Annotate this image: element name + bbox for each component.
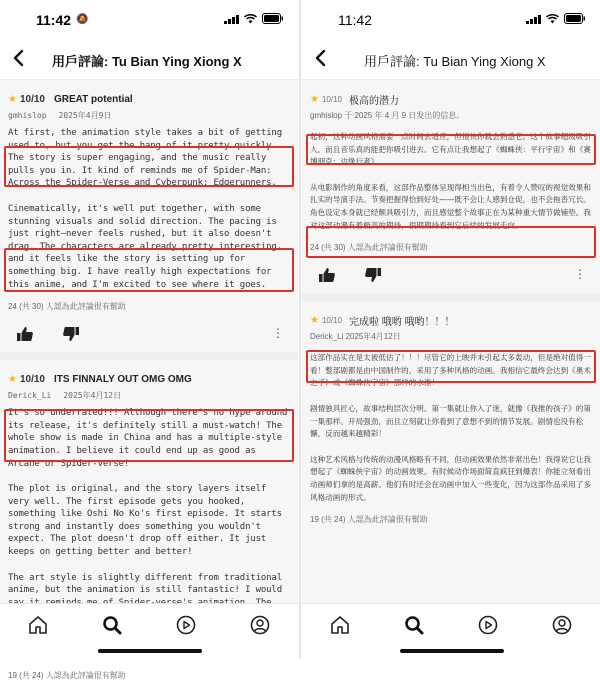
app-header bbox=[0, 38, 298, 80]
review-paragraph: The plot is original, and the story layers itself very well. The first episode gets you hooked, something like Oshi No Ko's first episode. It starts strong and instantly does something you wouldn't expect. The plot doesn't drop off either. It just keeps on getting better and better! bbox=[8, 484, 282, 558]
review-card bbox=[8, 90, 290, 360]
helpful-count: 24 (共 30) 人認為此評論很有幫助 bbox=[310, 243, 428, 253]
search-icon[interactable] bbox=[101, 614, 123, 636]
status-time: 11:42 bbox=[36, 12, 72, 28]
back-arrow-icon[interactable] bbox=[312, 47, 330, 69]
bottom-tab-bar bbox=[0, 603, 298, 659]
review-paragraph: 起初，这种动画风格需要一点时间去适应，但很快你就会熟悉它。这个故事超级吸引人，而且音乐真的能把你吸引进去。它有点让我想起了《蜘蛛侠：平行宇宙》和《赛博朋克：边缘行者》。 bbox=[310, 132, 591, 167]
review-user[interactable]: gmhislop bbox=[8, 111, 47, 120]
page-title: 用戶評論: Tu Bian Ying Xiong X bbox=[364, 54, 546, 69]
signal-icon bbox=[526, 14, 541, 24]
home-indicator bbox=[98, 649, 202, 653]
app-header bbox=[302, 38, 600, 80]
home-icon[interactable] bbox=[27, 614, 49, 636]
review-title: 极高的潜力 bbox=[349, 95, 399, 107]
home-icon[interactable] bbox=[329, 614, 351, 636]
review-byline: Derick_Li 2025年4月12日 bbox=[310, 332, 401, 342]
review-actions bbox=[8, 326, 290, 342]
profile-icon[interactable] bbox=[551, 614, 573, 636]
divider bbox=[0, 352, 298, 360]
profile-icon[interactable] bbox=[249, 614, 271, 636]
wifi-icon bbox=[546, 14, 559, 24]
review-card bbox=[310, 311, 592, 525]
review-title: GREAT potential bbox=[54, 93, 133, 105]
search-icon[interactable] bbox=[403, 614, 425, 636]
battery-icon bbox=[262, 13, 284, 24]
home-indicator bbox=[400, 649, 504, 653]
page-title: 用戶評論: Tu Bian Ying Xiong X bbox=[52, 54, 242, 69]
helpful-count: 19 (共 24) 人認為此評論很有幫助 bbox=[310, 515, 428, 525]
wifi-icon bbox=[244, 14, 257, 24]
review-header bbox=[8, 90, 290, 108]
star-icon: ★ bbox=[310, 93, 319, 105]
review-header bbox=[310, 90, 592, 108]
battery-icon bbox=[564, 13, 586, 24]
phone-screen-chinese bbox=[302, 0, 600, 659]
review-date: 2025年4月12日 bbox=[63, 391, 122, 401]
review-rating: 10/10 bbox=[19, 373, 45, 385]
review-paragraph: 这种艺术风格与传统的动漫风格略有不同，但动画效果依然非常出色！我得说它让我想起了《蜘蛛侠宇宙》的动画效果。有时候动作场面简直疯狂到爆表！你能立刻看出动画师们拿的是高薪。他们有时还会在动画中加入一些变化，因为这部作品采用了多风格动画的形式。 bbox=[310, 454, 591, 502]
review-actions bbox=[310, 267, 592, 283]
review-header bbox=[310, 311, 592, 329]
star-icon: ★ bbox=[8, 373, 17, 385]
review-rating: 10/10 bbox=[19, 93, 45, 105]
back-arrow-icon[interactable] bbox=[10, 47, 28, 69]
star-icon: ★ bbox=[310, 314, 319, 326]
review-user[interactable]: Derick_Li bbox=[8, 391, 52, 401]
review-header bbox=[8, 370, 290, 388]
review-byline bbox=[8, 110, 290, 121]
review-paragraph: 从电影制作的角度来看，这部作品整体呈现得相当出色，有着令人赞叹的视觉效果和扎实的导演手法。节奏把握得恰到好处——既不会让人感到仓促，也不会拖沓冗长。角色设定本身就已经颇具吸引力，而且感觉整个故事正在为某种重大情节做铺垫。我对这部动漫有着极高的期待，很期期待看到它后续的发展走向。 bbox=[310, 182, 591, 230]
status-bar bbox=[0, 0, 298, 38]
thumbs-up-icon[interactable] bbox=[318, 267, 336, 283]
signal-icon bbox=[224, 14, 239, 24]
phone-screen-english bbox=[0, 0, 298, 680]
status-icons bbox=[526, 13, 586, 24]
review-paragraph: At first, the animation style takes a bit of getting used to, but you get the hang of it pretty quickly. The story is super engaging, and the music really pulls you in. It kind of reminds me of Spider-Man: Across the Spider-Verse and Cyberpunk: Edgerunners. bbox=[8, 128, 282, 189]
review-date: 2025年4月9日 bbox=[58, 111, 112, 120]
thumbs-down-icon[interactable] bbox=[364, 267, 382, 283]
play-icon[interactable] bbox=[175, 614, 197, 636]
review-byline: gmhislop 于 2025 年 4 月 9 日发出的信息。 bbox=[310, 111, 465, 120]
more-options-icon[interactable]: ⋮ bbox=[574, 267, 586, 282]
review-card bbox=[310, 90, 592, 301]
divider bbox=[302, 293, 600, 301]
status-icons bbox=[224, 13, 284, 24]
thumbs-up-icon[interactable] bbox=[16, 326, 34, 342]
mute-icon: 🔕 bbox=[76, 14, 89, 25]
review-paragraph: 这部作品实在是太被低估了！！！尽管它的上映并未引起太多轰动，但是绝对值得一看！整部剧都是由中国制作的，采用了多种风格的动画。我相信它最终会达到《奥术之子》或《蜘蛛侠宇宙》那样的水准！ bbox=[310, 353, 591, 388]
review-paragraph: Cinematically, it's well put together, with some stunning visuals and solid direction. The pacing is just right—never feels rushed, but it also doesn't drag. The characters are already pretty interesting, and it feels like the story is setting up for something big. I have really high expectations for this anime, and I'm excited to see where it goes. bbox=[8, 203, 282, 290]
thumbs-down-icon[interactable] bbox=[62, 326, 80, 342]
play-icon[interactable] bbox=[477, 614, 499, 636]
review-paragraph: It's so underrated!!! Although there's no hype around its release, it's definitely still a must-watch! The whole show is made in China and has a multiple-style animation. I believe it could end up as good as Arcane or Spider-verse! bbox=[8, 408, 288, 469]
divider bbox=[299, 0, 301, 659]
review-byline bbox=[8, 390, 290, 401]
review-rating: 10/10 bbox=[321, 315, 342, 325]
status-time: 11:42 bbox=[338, 12, 372, 28]
review-paragraph: The art style is slightly different from traditional anime, but the animation is still fantastic! I would bbox=[8, 572, 282, 596]
more-options-icon[interactable]: ⋮ bbox=[272, 326, 284, 341]
review-paragraph: 剧情独具匠心，故事结构层次分明。第一集就让你入了迷，就像《我推的孩子》的第一集那样。开局强劲，而且立刻就让你看到了意想不到的情节发展。剧情也没有松懈，反而越来越精彩！ bbox=[310, 403, 591, 439]
star-icon: ★ bbox=[8, 93, 17, 105]
helpful-count: 24 (共 30) 人認為此評論很有幫助 bbox=[8, 302, 126, 312]
review-rating: 10/10 bbox=[321, 94, 342, 104]
bottom-tab-bar bbox=[302, 603, 600, 659]
helpful-count: 19 (共 24) 人認為此評論很有幫助 bbox=[8, 670, 126, 680]
status-bar bbox=[302, 0, 600, 38]
review-title: ITS FINNALY OUT OMG OMG bbox=[54, 373, 192, 385]
review-title: 完成啦 哦哟 哦哟！！！ bbox=[349, 316, 455, 328]
